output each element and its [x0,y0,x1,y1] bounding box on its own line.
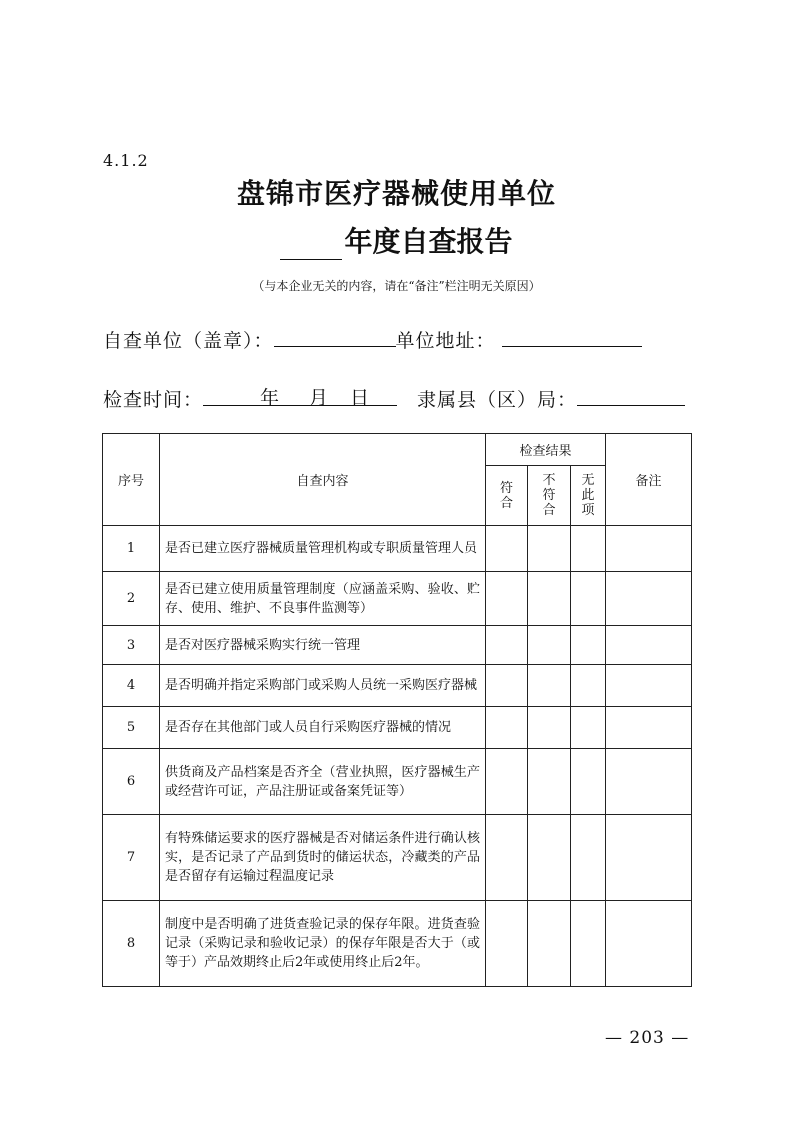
row-number: 7 [103,815,160,901]
conform-cell[interactable] [486,707,528,749]
instruction-note: （与本企业无关的内容，请在“备注”栏注明无关原因） [252,279,541,293]
page-number: — 203 — [605,1028,690,1048]
header-no: 序号 [103,434,160,526]
unit-label: 自查单位（盖章）： [103,330,274,352]
remark-cell[interactable] [606,815,692,901]
row-number: 6 [103,749,160,815]
table-row [103,707,692,749]
na-cell[interactable] [571,526,606,572]
na-cell[interactable] [571,901,606,987]
row-content: 制度中是否明确了进货查验记录的保存年限。进货查验记录（采购记录和验收记录）的保存年限是否大于（或等于）产品效期终止后2年或使用终止后2年。 [160,901,486,987]
nonconform-cell[interactable] [528,815,571,901]
na-cell[interactable] [571,572,606,626]
time-label: 检查时间： [103,389,204,411]
conform-cell[interactable] [486,815,528,901]
row-number: 1 [103,526,160,572]
row-content: 是否对医疗器械采购实行统一管理 [160,626,486,665]
row-content: 有特殊储运要求的医疗器械是否对储运条件进行确认核实，是否记录了产品到货时的储运状态，冷藏类的产品是否留存有运输过程温度记录 [160,815,486,901]
na-cell[interactable] [571,749,606,815]
unit-row [103,326,642,353]
row-content: 是否存在其他部门或人员自行采购医疗器械的情况 [160,707,486,749]
header-nonconform: 不符合 [528,466,571,526]
unit-field[interactable] [274,326,396,347]
remark-cell[interactable] [606,901,692,987]
nonconform-cell[interactable] [528,901,571,987]
nonconform-cell[interactable] [528,749,571,815]
row-number: 5 [103,707,160,749]
nonconform-cell[interactable] [528,665,571,707]
nonconform-cell[interactable] [528,526,571,572]
conform-cell[interactable] [486,526,528,572]
table-row [103,815,692,901]
remark-cell[interactable] [606,526,692,572]
table-row [103,572,692,626]
conform-cell[interactable] [486,901,528,987]
self-check-table [102,433,692,987]
row-number: 4 [103,665,160,707]
header-remark: 备注 [606,434,692,526]
row-number: 2 [103,572,160,626]
conform-cell[interactable] [486,572,528,626]
na-cell[interactable] [571,626,606,665]
nonconform-cell[interactable] [528,707,571,749]
table-row [103,626,692,665]
na-cell[interactable] [571,707,606,749]
table-row [103,749,692,815]
row-content: 是否明确并指定采购部门或采购人员统一采购医疗器械 [160,665,486,707]
day-label: 日 [350,387,371,409]
bureau-label: 隶属县（区）局： [417,389,578,411]
na-cell[interactable] [571,665,606,707]
address-field[interactable] [502,326,642,347]
conform-cell[interactable] [486,749,528,815]
section-number: 4.1.2 [103,151,149,170]
bureau-field[interactable] [577,385,685,406]
title-line-1: 盘锦市医疗器械使用单位 [236,177,556,210]
remark-cell[interactable] [606,749,692,815]
table-row [103,526,692,572]
table-row [103,901,692,987]
row-number: 8 [103,901,160,987]
year-blank [280,233,342,260]
title-line-2-text: 年度自查报告 [344,225,513,258]
header-content: 自查内容 [160,434,486,526]
row-content: 是否已建立医疗器械质量管理机构或专职质量管理人员 [160,526,486,572]
month-label: 月 [309,387,330,409]
table-row [103,665,692,707]
nonconform-cell[interactable] [528,572,571,626]
title-line-2 [0,220,793,260]
time-field[interactable] [203,383,397,409]
conform-cell[interactable] [486,626,528,665]
row-number: 3 [103,626,160,665]
time-row [103,383,685,412]
nonconform-cell[interactable] [528,626,571,665]
year-label: 年 [260,387,281,409]
na-cell[interactable] [571,815,606,901]
header-result: 检查结果 [486,434,606,466]
conform-cell[interactable] [486,665,528,707]
row-content: 是否已建立使用质量管理制度（应涵盖采购、验收、贮存、使用、维护、不良事件监测等） [160,572,486,626]
remark-cell[interactable] [606,665,692,707]
header-na: 无此项 [571,466,606,526]
row-content: 供货商及产品档案是否齐全（营业执照，医疗器械生产或经营许可证，产品注册证或备案凭证等） [160,749,486,815]
address-label: 单位地址： [395,330,496,352]
remark-cell[interactable] [606,707,692,749]
remark-cell[interactable] [606,626,692,665]
header-conform: 符合 [486,466,528,526]
remark-cell[interactable] [606,572,692,626]
